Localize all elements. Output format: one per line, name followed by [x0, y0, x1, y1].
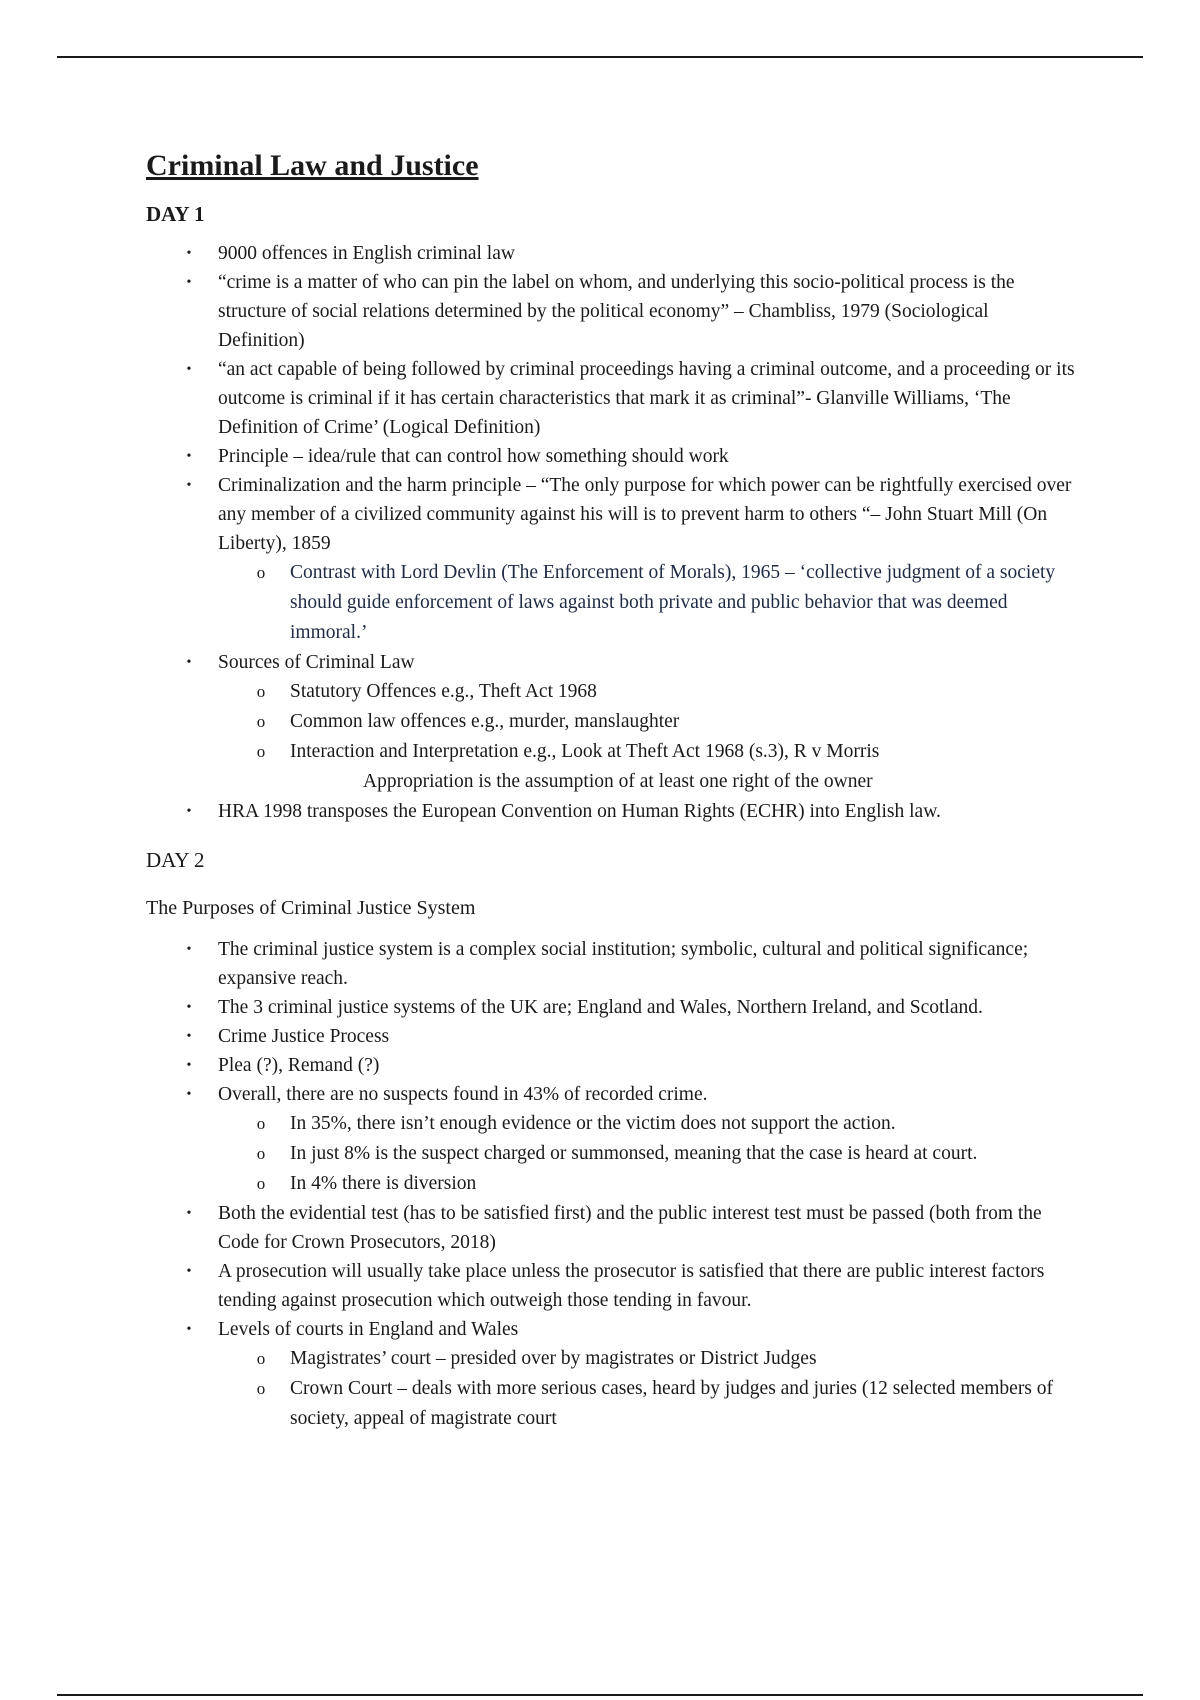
sub-list-item	[146, 1344, 1076, 1374]
list-item-text: Both the evidential test (has to be satisfied first) and the public interest test must be passed (both from the Code for Crown Prosecutors, 2018)	[218, 1203, 1042, 1253]
list-item-text: “crime is a matter of who can pin the label on whom, and underlying this socio-political process is the structure of social relations determined by the political economy” – Chambliss, 1979 (Sociological Definition)	[218, 272, 1015, 351]
list-item	[146, 471, 1076, 648]
bottom-rule	[57, 1694, 1143, 1696]
sub-list-item-text: Statutory Offences e.g., Theft Act 1968	[290, 681, 597, 702]
circle-bullet-icon: o	[256, 712, 266, 731]
circle-bullet-icon: o	[256, 1174, 266, 1193]
sub-list-item	[146, 737, 1076, 767]
circle-bullet-icon: o	[256, 1114, 266, 1133]
bullet-icon: •	[186, 246, 192, 261]
list-item-text: The 3 criminal justice systems of the UK are; England and Wales, Northern Ireland, and Scotland.	[218, 997, 983, 1018]
list-item-text: Criminalization and the harm principle – “The only purpose for which power can be rightfully exercised over any member of a civilized community against his will is to prevent harm to others “– John Stuart Mill (On Liberty), 1859	[218, 475, 1072, 554]
appropriation-note: Appropriation is the assumption of at least one right of the owner	[363, 771, 873, 792]
bullet-icon: •	[186, 1322, 192, 1337]
list-item	[146, 1022, 1076, 1051]
bullet-icon: •	[186, 1029, 192, 1044]
sub-list-item-text: Crown Court – deals with more serious cases, heard by judges and juries (12 selected members of society, appeal of magistrate court	[290, 1378, 1054, 1429]
sub-list-item-text: In 4% there is diversion	[290, 1173, 477, 1194]
sub-list-item	[146, 1139, 1076, 1169]
list-item	[146, 648, 1076, 797]
list-item-text: “an act capable of being followed by criminal proceedings having a criminal outcome, and a proceeding or its outcome is criminal if it has certain characteristics that mark it as criminal”- Glanville Williams, ‘The Definition of Crime’ (Logical Definition)	[218, 359, 1075, 438]
bullet-icon: •	[186, 1264, 192, 1279]
list-item	[146, 1051, 1076, 1080]
bullet-icon: •	[186, 655, 192, 670]
bullet-icon: •	[186, 942, 192, 957]
list-item	[146, 797, 1076, 826]
list-item	[146, 1199, 1076, 1257]
sub-list-item	[146, 677, 1076, 707]
sub-list-item	[146, 1109, 1076, 1139]
list-item-text: HRA 1998 transposes the European Convention on Human Rights (ECHR) into English law.	[218, 801, 941, 822]
list-item	[146, 268, 1076, 355]
recorded-crime-sublist	[218, 1109, 1076, 1199]
day1-list	[146, 239, 1076, 826]
sub-list-item	[146, 558, 1076, 648]
sources-sublist	[218, 677, 1076, 767]
list-item	[146, 1315, 1076, 1434]
circle-bullet-icon: o	[256, 1379, 266, 1398]
list-item-text: 9000 offences in English criminal law	[218, 243, 515, 264]
circle-bullet-icon: o	[256, 563, 266, 582]
sub-list-item-text: Contrast with Lord Devlin (The Enforcement of Morals), 1965 – ‘collective judgment of a society should guide enforcement of laws against both private and public behavior that was deemed immoral.’	[290, 562, 1056, 643]
section-heading: The Purposes of Criminal Justice System	[146, 897, 476, 919]
list-item	[146, 993, 1076, 1022]
list-item	[146, 1257, 1076, 1315]
document-page	[146, 142, 1076, 1434]
circle-bullet-icon: o	[256, 682, 266, 701]
top-rule	[57, 56, 1143, 58]
list-item	[146, 355, 1076, 442]
list-item-text: Overall, there are no suspects found in 43% of recorded crime.	[218, 1084, 708, 1105]
list-item-text: A prosecution will usually take place unless the prosecutor is satisfied that there are public interest factors tending against prosecution which outweigh those tending in favour.	[218, 1261, 1045, 1311]
bullet-icon: •	[186, 478, 192, 493]
list-item-text: Crime Justice Process	[218, 1026, 390, 1047]
bullet-icon: •	[186, 1206, 192, 1221]
harm-principle-sublist	[218, 558, 1076, 648]
day1-heading: DAY 1	[146, 202, 205, 226]
list-item	[146, 935, 1076, 993]
sub-list-item-text: In 35%, there isn’t enough evidence or the victim does not support the action.	[290, 1113, 896, 1134]
sub-list-item-text: Interaction and Interpretation e.g., Look at Theft Act 1968 (s.3), R v Morris	[290, 741, 880, 762]
day2-list	[146, 935, 1076, 1434]
day2-heading: DAY 2	[146, 848, 205, 872]
sub-list-item-text: Common law offences e.g., murder, manslaughter	[290, 711, 680, 732]
bullet-icon: •	[186, 362, 192, 377]
circle-bullet-icon: o	[256, 1144, 266, 1163]
list-item-text: Plea (?), Remand (?)	[218, 1055, 380, 1076]
document-title: Criminal Law and Justice	[146, 149, 479, 182]
sub-list-item	[146, 707, 1076, 737]
sub-list-item-text: Magistrates’ court – presided over by magistrates or District Judges	[290, 1348, 817, 1369]
list-item-text: Principle – idea/rule that can control how something should work	[218, 446, 729, 467]
courts-sublist	[218, 1344, 1076, 1434]
list-item	[146, 239, 1076, 268]
sub-list-item-text: In just 8% is the suspect charged or summonsed, meaning that the case is heard at court.	[290, 1143, 978, 1164]
list-item-text: The criminal justice system is a complex social institution; symbolic, cultural and political significance; expansive reach.	[218, 939, 1029, 989]
sub-list-item	[146, 1374, 1076, 1434]
circle-bullet-icon: o	[256, 742, 266, 761]
bullet-icon: •	[186, 1058, 192, 1073]
list-item-text: Levels of courts in England and Wales	[218, 1319, 519, 1340]
list-item	[146, 442, 1076, 471]
list-item-text: Sources of Criminal Law	[218, 652, 415, 673]
bullet-icon: •	[186, 275, 192, 290]
circle-bullet-icon: o	[256, 1349, 266, 1368]
bullet-icon: •	[186, 449, 192, 464]
bullet-icon: •	[186, 1000, 192, 1015]
list-item	[146, 1080, 1076, 1199]
bullet-icon: •	[186, 804, 192, 819]
bullet-icon: •	[186, 1087, 192, 1102]
sub-list-item	[146, 1169, 1076, 1199]
